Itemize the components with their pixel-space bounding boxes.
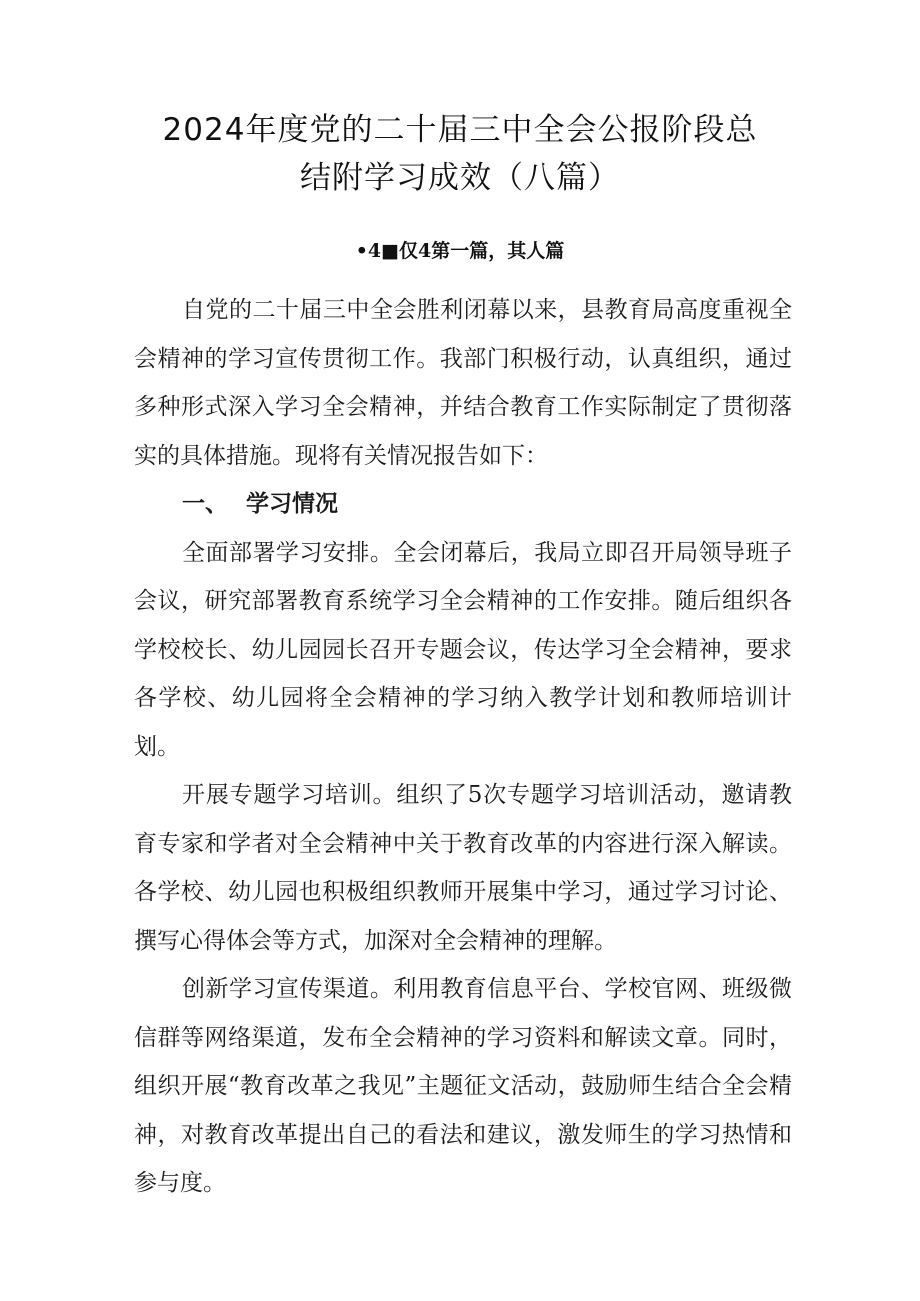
section-paragraph-2: 开展专题学习培训。组织了5次专题学习培训活动，邀请教育专家和学者对全会精神中关于教育改革的内容进行深入解读。各学校、幼儿园也积极组织教师开展集中学习，通过学习讨论、撰写心得体会等方式，加深对全会精神的理解。 [134,782,792,954]
intro-paragraph: 自党的二十届三中全会胜利闭幕以来，县教育局高度重视全会精神的学习宣传贯彻工作。我部门积极行动，认真组织，通过多种形式深入学习全会精神，并结合教育工作实际制定了贯彻落实的具体措施。现将有关情况报告如下： [134,297,792,469]
section-paragraph-1: 全面部署学习安排。全会闭幕后，我局立即召开局领导班子会议，研究部署教育系统学习全会精神的工作安排。随后组织各学校校长、幼儿园园长召开专题会议，传达学习全会精神，要求各学校、幼儿园将全会精神的学习纳入教学计划和教师培训计划。 [134,539,792,760]
section-title: 学习情况 [246,490,338,517]
section-paragraph-3: 创新学习宣传渠道。利用教育信息平台、学校官网、班级微信群等网络渠道，发布全会精神的学习资料和解读文章。同时，组织开展“教育改革之我见”主题征文活动，鼓励师生结合全会精神，对教育改革提出自己的看法和建议，激发师生的学习热情和参与度。 [134,976,792,1196]
title-line-2: 结附学习成效（八篇） [300,160,620,196]
title-line-1: 2024年度党的二十届三中全会公报阶段总 [162,112,758,148]
document-body [134,286,792,1208]
document-subtitle: •4■仅4第一篇，其人篇 [355,240,565,262]
section-heading [134,480,792,529]
section-number: 一、 [182,490,228,517]
document-title [120,106,800,202]
